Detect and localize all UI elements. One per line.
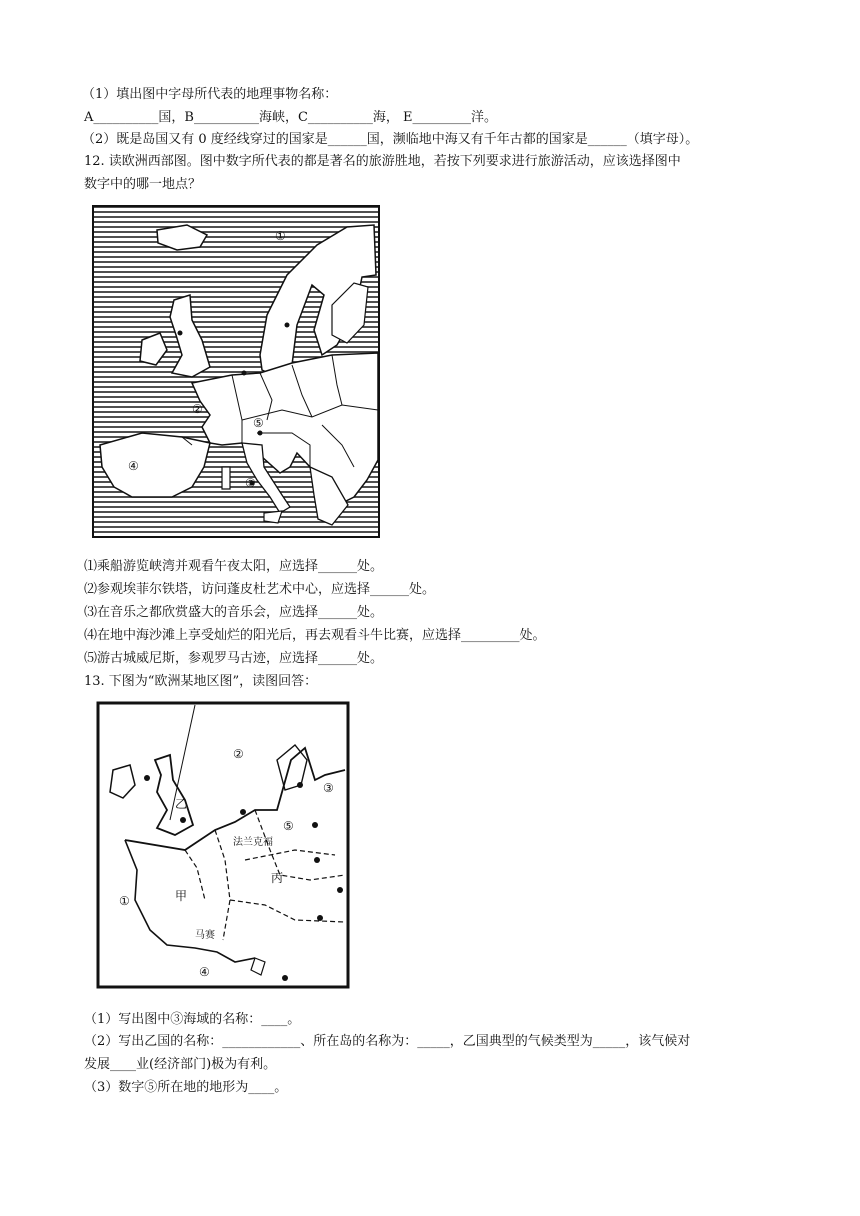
map13-label-4: ④ [199,965,210,979]
map13-label-5: ⑤ [283,819,294,833]
q12-item-3: ⑶在音乐之都欣赏盛大的音乐会，应选择______处。 [84,605,384,620]
map12-label-1: ① [275,229,286,243]
europe-region-map [95,700,353,992]
q12-stem-line1: 12. 读欧洲西部图。图中数字所代表的都是著名的旅游胜地，若按下列要求进行旅游活动，应该选择图中 [84,154,681,169]
map12-label-4: ④ [128,459,139,473]
map13-label-3: ③ [323,781,334,795]
map13-label-2: ② [233,747,244,761]
map13-label-jia: 甲 [175,889,188,903]
q13-question-1: （1）写出图中③海域的名称：____。 [84,1012,301,1027]
western-europe-map [92,205,382,540]
map12-label-5: ⑤ [253,416,264,430]
q13-question-3: （3）数字⑤所在地的地形为____。 [84,1080,288,1095]
map13-label-bing: 丙 [271,871,284,885]
q12-item-5: ⑸游古城威尼斯，参观罗马古迹，应选择______处。 [84,651,384,666]
q12-item-4: ⑷在地中海沙滩上享受灿烂的阳光后，再去观看斗牛比赛，应选择_________处。 [84,628,546,643]
q11-part2: （2）既是岛国又有 0 度经线穿过的国家是______国，濒临地中海又有千年古都的国家是______（填字母）。 [82,132,699,147]
q12-item-2: ⑵参观埃菲尔铁塔，访问蓬皮杜艺术中心，应选择______处。 [84,582,436,597]
q12-item-1: ⑴乘船游览峡湾并观看午夜太阳，应选择______处。 [84,559,384,574]
q11-blanks: A__________国，B__________海峡，C__________海， E_________洋。 [84,110,498,125]
q11-part1: （1）填出图中字母所代表的地理事物名称： [82,87,338,102]
map13-label-1: ① [119,894,130,908]
q13-stem: 13. 下图为“欧洲某地区图”，读图回答： [84,674,318,689]
q13-question-2-line1: （2）写出乙国的名称：____________、所在岛的名称为：_____，乙国典型的气候类型为_____，该气候对 [84,1034,691,1049]
map12-label-3: ③ [245,476,256,490]
map12-label-2: ② [192,402,203,416]
map13-label-yi: 乙 [175,797,188,811]
map13-label-city2: 马赛 [195,930,215,941]
map13-label-city1: 法兰克福 [233,837,273,848]
q13-question-2-line2: 发展____业(经济部门)极为有利。 [84,1057,277,1072]
q12-stem-line2: 数字中的哪一地点？ [84,177,202,192]
